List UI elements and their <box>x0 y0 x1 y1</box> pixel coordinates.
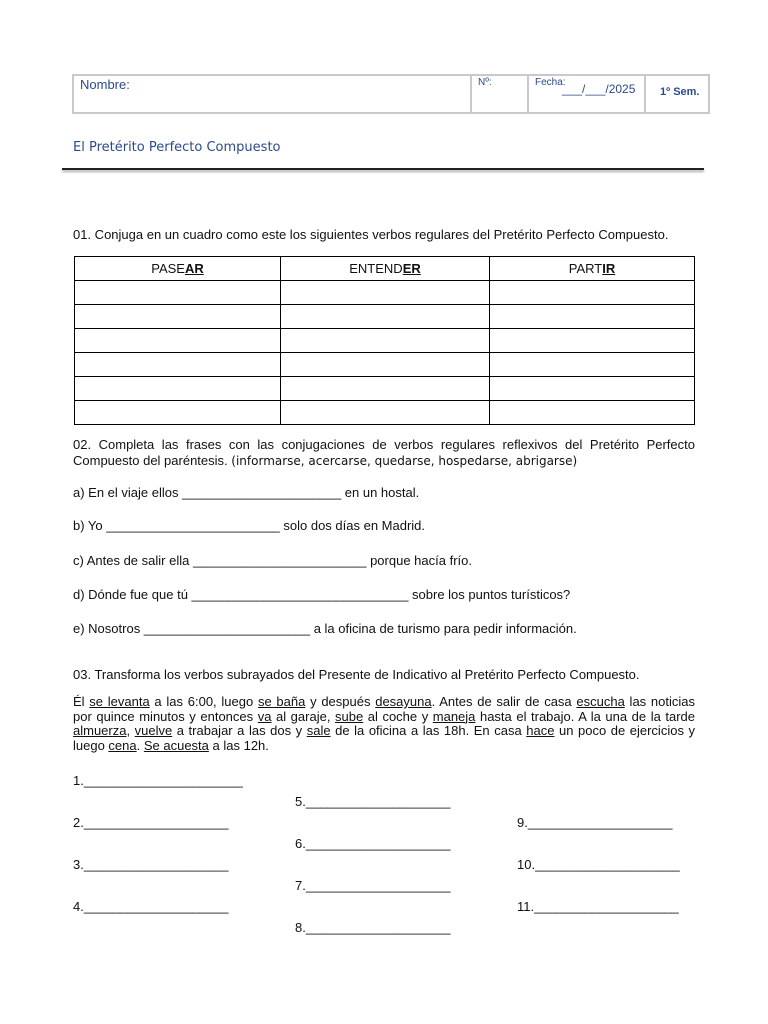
conjugation-table <box>74 256 695 425</box>
table-cell[interactable] <box>281 305 490 329</box>
underlined-verb: hace <box>526 723 555 738</box>
underlined-verb: vuelve <box>134 723 173 738</box>
underlined-verb: Se acuesta <box>143 737 209 753</box>
q2-instruction: 02. Completa las frases con las conjugaciones de verbos regulares reflexivos del Pretérito Perfecto Compuesto del paréntesis. (informarse, acercarse, quedarse, hospedarse, abrigarse) <box>73 437 695 468</box>
answer-4[interactable]: 4.____________________ <box>73 899 229 914</box>
paragraph-text: a trabajar a las dos y <box>172 723 307 738</box>
answer-7[interactable]: 7.____________________ <box>295 878 451 893</box>
underlined-verb: maneja <box>432 708 476 724</box>
table-cell[interactable] <box>281 377 490 401</box>
paragraph-text: a las 12h. <box>208 737 269 753</box>
table-row <box>75 353 695 377</box>
paragraph-text: a las 6:00, luego <box>149 694 258 709</box>
table-cell[interactable] <box>281 329 490 353</box>
table-cell[interactable] <box>490 281 695 305</box>
q2-verb-list: (informarse, acercarse, quedarse, hospedarse, abrigarse) <box>231 454 578 468</box>
column-header-pasear: PASEAR <box>75 257 281 281</box>
table-cell[interactable] <box>75 329 281 353</box>
paragraph-text: de la oficina a las 18h. En casa <box>330 723 527 738</box>
paragraph-text: Él <box>73 694 90 709</box>
underlined-verb: almuerza <box>73 723 127 738</box>
paragraph-text: hasta el trabajo. A la una de la tarde <box>475 708 696 724</box>
table-cell[interactable] <box>490 329 695 353</box>
underlined-verb: desayuna <box>375 694 432 709</box>
table-cell[interactable] <box>490 305 695 329</box>
column-header-partir: PARTIR <box>490 257 695 281</box>
number-cell[interactable] <box>472 76 529 112</box>
name-label: Nombre: <box>80 77 130 92</box>
table-cell[interactable] <box>490 401 695 425</box>
paragraph-text: las noticias por quince minutos y entonces <box>73 694 695 724</box>
q3-instruction: 03. Transforma los verbos subrayados del Presente de Indicativo al Pretérito Perfecto Compuesto. <box>73 667 640 682</box>
table-header-row <box>75 257 695 281</box>
underlined-verb: se levanta <box>89 694 150 709</box>
underlined-verb: escucha <box>576 694 625 709</box>
number-label: Nº: <box>478 77 492 88</box>
semester-cell <box>646 76 708 112</box>
table-cell[interactable] <box>75 353 281 377</box>
underlined-verb: cena <box>108 737 137 753</box>
answer-10[interactable]: 10.____________________ <box>517 857 680 872</box>
table-cell[interactable] <box>75 401 281 425</box>
date-cell[interactable] <box>529 76 646 112</box>
paragraph-text: . <box>136 737 144 753</box>
paragraph-text: , <box>126 723 135 738</box>
answer-1[interactable]: 1.______________________ <box>73 773 243 788</box>
q3-paragraph <box>73 695 695 753</box>
paragraph-text: al garaje, <box>271 708 335 724</box>
date-label: Fecha: <box>535 77 566 88</box>
underlined-verb: sube <box>335 708 364 724</box>
table-cell[interactable] <box>281 353 490 377</box>
table-cell[interactable] <box>490 353 695 377</box>
paragraph-text: y después <box>305 694 376 709</box>
sentence-d[interactable]: d) Dónde fue que tú ______________________________ sobre los puntos turísticos? <box>73 587 571 602</box>
sentence-b[interactable]: b) Yo ________________________ solo dos días en Madrid. <box>73 518 426 533</box>
column-header-entender: ENTENDER <box>281 257 490 281</box>
table-cell[interactable] <box>281 281 490 305</box>
answer-9[interactable]: 9.____________________ <box>517 815 673 830</box>
table-cell[interactable] <box>490 377 695 401</box>
date-value: ___/___/2025 <box>562 82 636 96</box>
answer-2[interactable]: 2.____________________ <box>73 815 229 830</box>
table-cell[interactable] <box>75 377 281 401</box>
sentence-a[interactable]: a) En el viaje ellos ______________________ en un hostal. <box>73 485 420 500</box>
paragraph-text: . Antes de salir de casa <box>431 694 577 709</box>
answer-5[interactable]: 5.____________________ <box>295 794 451 809</box>
sentence-c[interactable]: c) Antes de salir ella ________________________ porque hacía frío. <box>73 553 472 568</box>
paragraph-text: al coche y <box>363 708 433 724</box>
semester-label: 1º Sem. <box>660 86 700 98</box>
table-cell[interactable] <box>75 305 281 329</box>
underlined-verb: sale <box>306 723 331 738</box>
name-cell[interactable] <box>74 76 472 112</box>
answer-3[interactable]: 3.____________________ <box>73 857 229 872</box>
answer-6[interactable]: 6.____________________ <box>295 836 451 851</box>
answer-8[interactable]: 8.____________________ <box>295 920 451 935</box>
sentence-e[interactable]: e) Nosotros _______________________ a la oficina de turismo para pedir información. <box>73 621 577 636</box>
q1-instruction: 01. Conjuga en un cuadro como este los siguientes verbos regulares del Pretérito Perfecto Compuesto. <box>73 227 669 242</box>
table-row <box>75 305 695 329</box>
paragraph-text: un poco de ejercicios y luego <box>73 723 695 753</box>
table-row <box>75 401 695 425</box>
page-title: El Pretérito Perfecto Compuesto <box>73 140 281 155</box>
table-row <box>75 329 695 353</box>
answer-11[interactable]: 11.____________________ <box>517 899 679 914</box>
underlined-verb: se baña <box>257 694 306 709</box>
underlined-verb: va <box>257 708 272 724</box>
student-info-header <box>72 74 710 114</box>
table-row <box>75 281 695 305</box>
table-row <box>75 377 695 401</box>
table-cell[interactable] <box>75 281 281 305</box>
table-cell[interactable] <box>281 401 490 425</box>
title-divider <box>62 168 704 170</box>
